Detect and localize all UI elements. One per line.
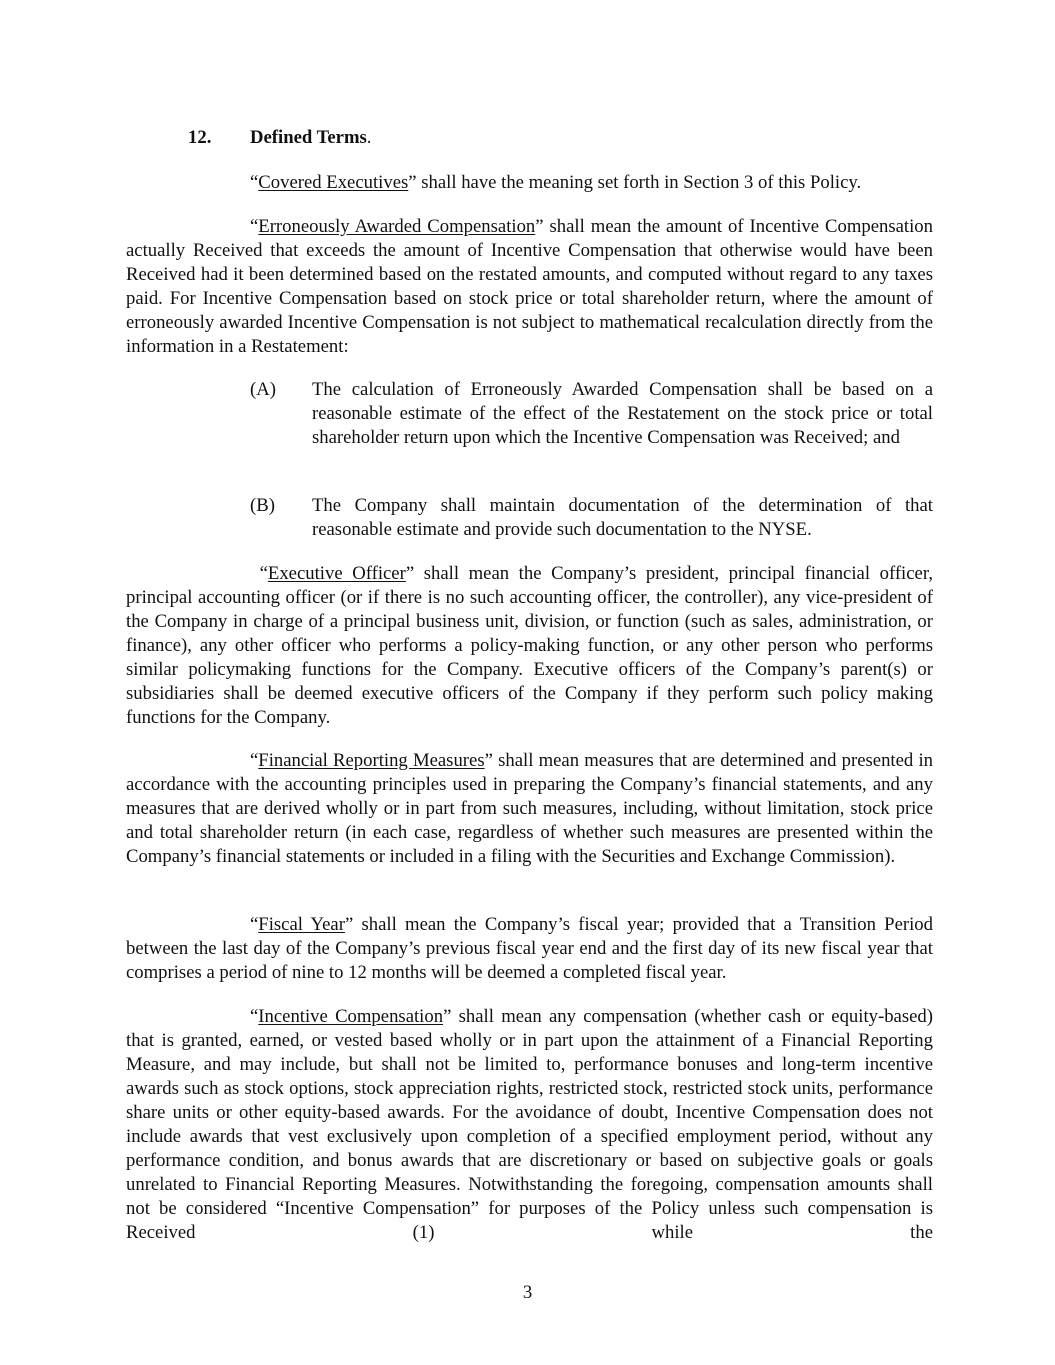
definition-text: ” shall mean the amount of Incentive Compensation actually Received that exceeds the amount of Incentive Compensation that otherwise would have been Received had it been determined based on the restated amounts, and computed without regard to any taxes paid. For Incentive Compensation based on stock price or total shareholder return, where the amount of erroneously awarded Incentive Compensation is not subject to mathematical recalculation directly from the information in a Restatement: (126, 216, 933, 357)
defined-term: Executive Officer (267, 563, 406, 584)
list-text: The calculation of Erroneously Awarded Compensation shall be based on a reasonable estimate of the effect of the Restatement on the stock price or total shareholder return upon which the Incentive Compensation was Received; and (312, 379, 933, 448)
list-item-b (250, 494, 933, 542)
definition-erroneously-awarded (126, 215, 933, 359)
list-text: The Company shall maintain documentation of the determination of that reasonable estimate and provide such documentation to the NYSE. (312, 495, 933, 540)
section-heading (188, 126, 371, 150)
quote: “ (250, 1006, 259, 1027)
definition-covered-executives (126, 171, 933, 195)
definition-text: ” shall mean measures that are determined and presented in accordance with the accounting principles used in preparing the Company’s financial statements, and any measures that are derived wholly or in part from such measures, including, without limitation, stock price and total shareholder return (in each case, regardless of whether such measures are presented within the Company’s financial statements or included in a filing with the Securities and Exchange Commission). (126, 750, 933, 867)
quote: “ (250, 216, 259, 237)
definition-fiscal-year (126, 913, 933, 985)
defined-term: Fiscal Year (258, 914, 345, 935)
defined-term: Financial Reporting Measures (258, 750, 485, 771)
defined-term: Erroneously Awarded Compensation (258, 216, 536, 237)
quote: “ (250, 750, 259, 771)
definition-incentive-compensation (126, 1005, 933, 1245)
quote: “ (250, 914, 259, 935)
quote: “ (250, 172, 259, 193)
section-title: Defined Terms (250, 127, 367, 148)
definition-text: ” shall mean the Company’s president, principal financial officer, principal accounting officer (or if there is no such accounting officer, the controller), any vice-president of the Company in charge of a principal business unit, division, or function (such as sales, administration, or finance), any other officer who performs a policy-making function, or any other person who performs similar policymaking functions for the Company. Executive officers of the Company’s parent(s) or subsidiaries shall be deemed executive officers of the Company if they perform such policy making functions for the Company. (126, 563, 938, 728)
definition-text: ” shall have the meaning set forth in Section 3 of this Policy. (408, 172, 862, 193)
definition-text: ” shall mean the Company’s fiscal year; provided that a Transition Period between the last day of the Company’s previous fiscal year end and the first day of its new fiscal year that comprises a period of nine to 12 months will be deemed a completed fiscal year. (126, 914, 933, 983)
defined-term: Covered Executives (258, 172, 409, 193)
list-label: (A) (250, 379, 276, 400)
list-label: (B) (250, 495, 275, 516)
definition-executive-officer (126, 562, 938, 730)
definition-text: ” shall mean any compensation (whether cash or equity-based) that is granted, earned, or vested based wholly or in part upon the attainment of a Financial Reporting Measure, and may include, but shall not be limited to, performance bonuses and long-term incentive awards such as stock options, stock appreciation rights, restricted stock, restricted stock units, performance share units or other equity-based awards. For the avoidance of doubt, Incentive Compensation does not include awards that vest exclusively upon completion of a specified employment period, without any performance condition, and bonus awards that are discretionary or based on subjective goals or goals unrelated to Financial Reporting Measures. Notwithstanding the foregoing, compensation amounts shall not be considered “Incentive Compensation” for purposes of the Policy unless such compensation is Received (1) while the (126, 1006, 933, 1243)
section-number: 12. (188, 127, 212, 148)
page-number: 3 (522, 1282, 533, 1303)
definition-financial-reporting-measures (126, 749, 933, 869)
quote: “ (250, 563, 268, 584)
section-title-period: . (366, 127, 372, 148)
defined-term: Incentive Compensation (258, 1006, 444, 1027)
list-item-a (250, 378, 933, 450)
